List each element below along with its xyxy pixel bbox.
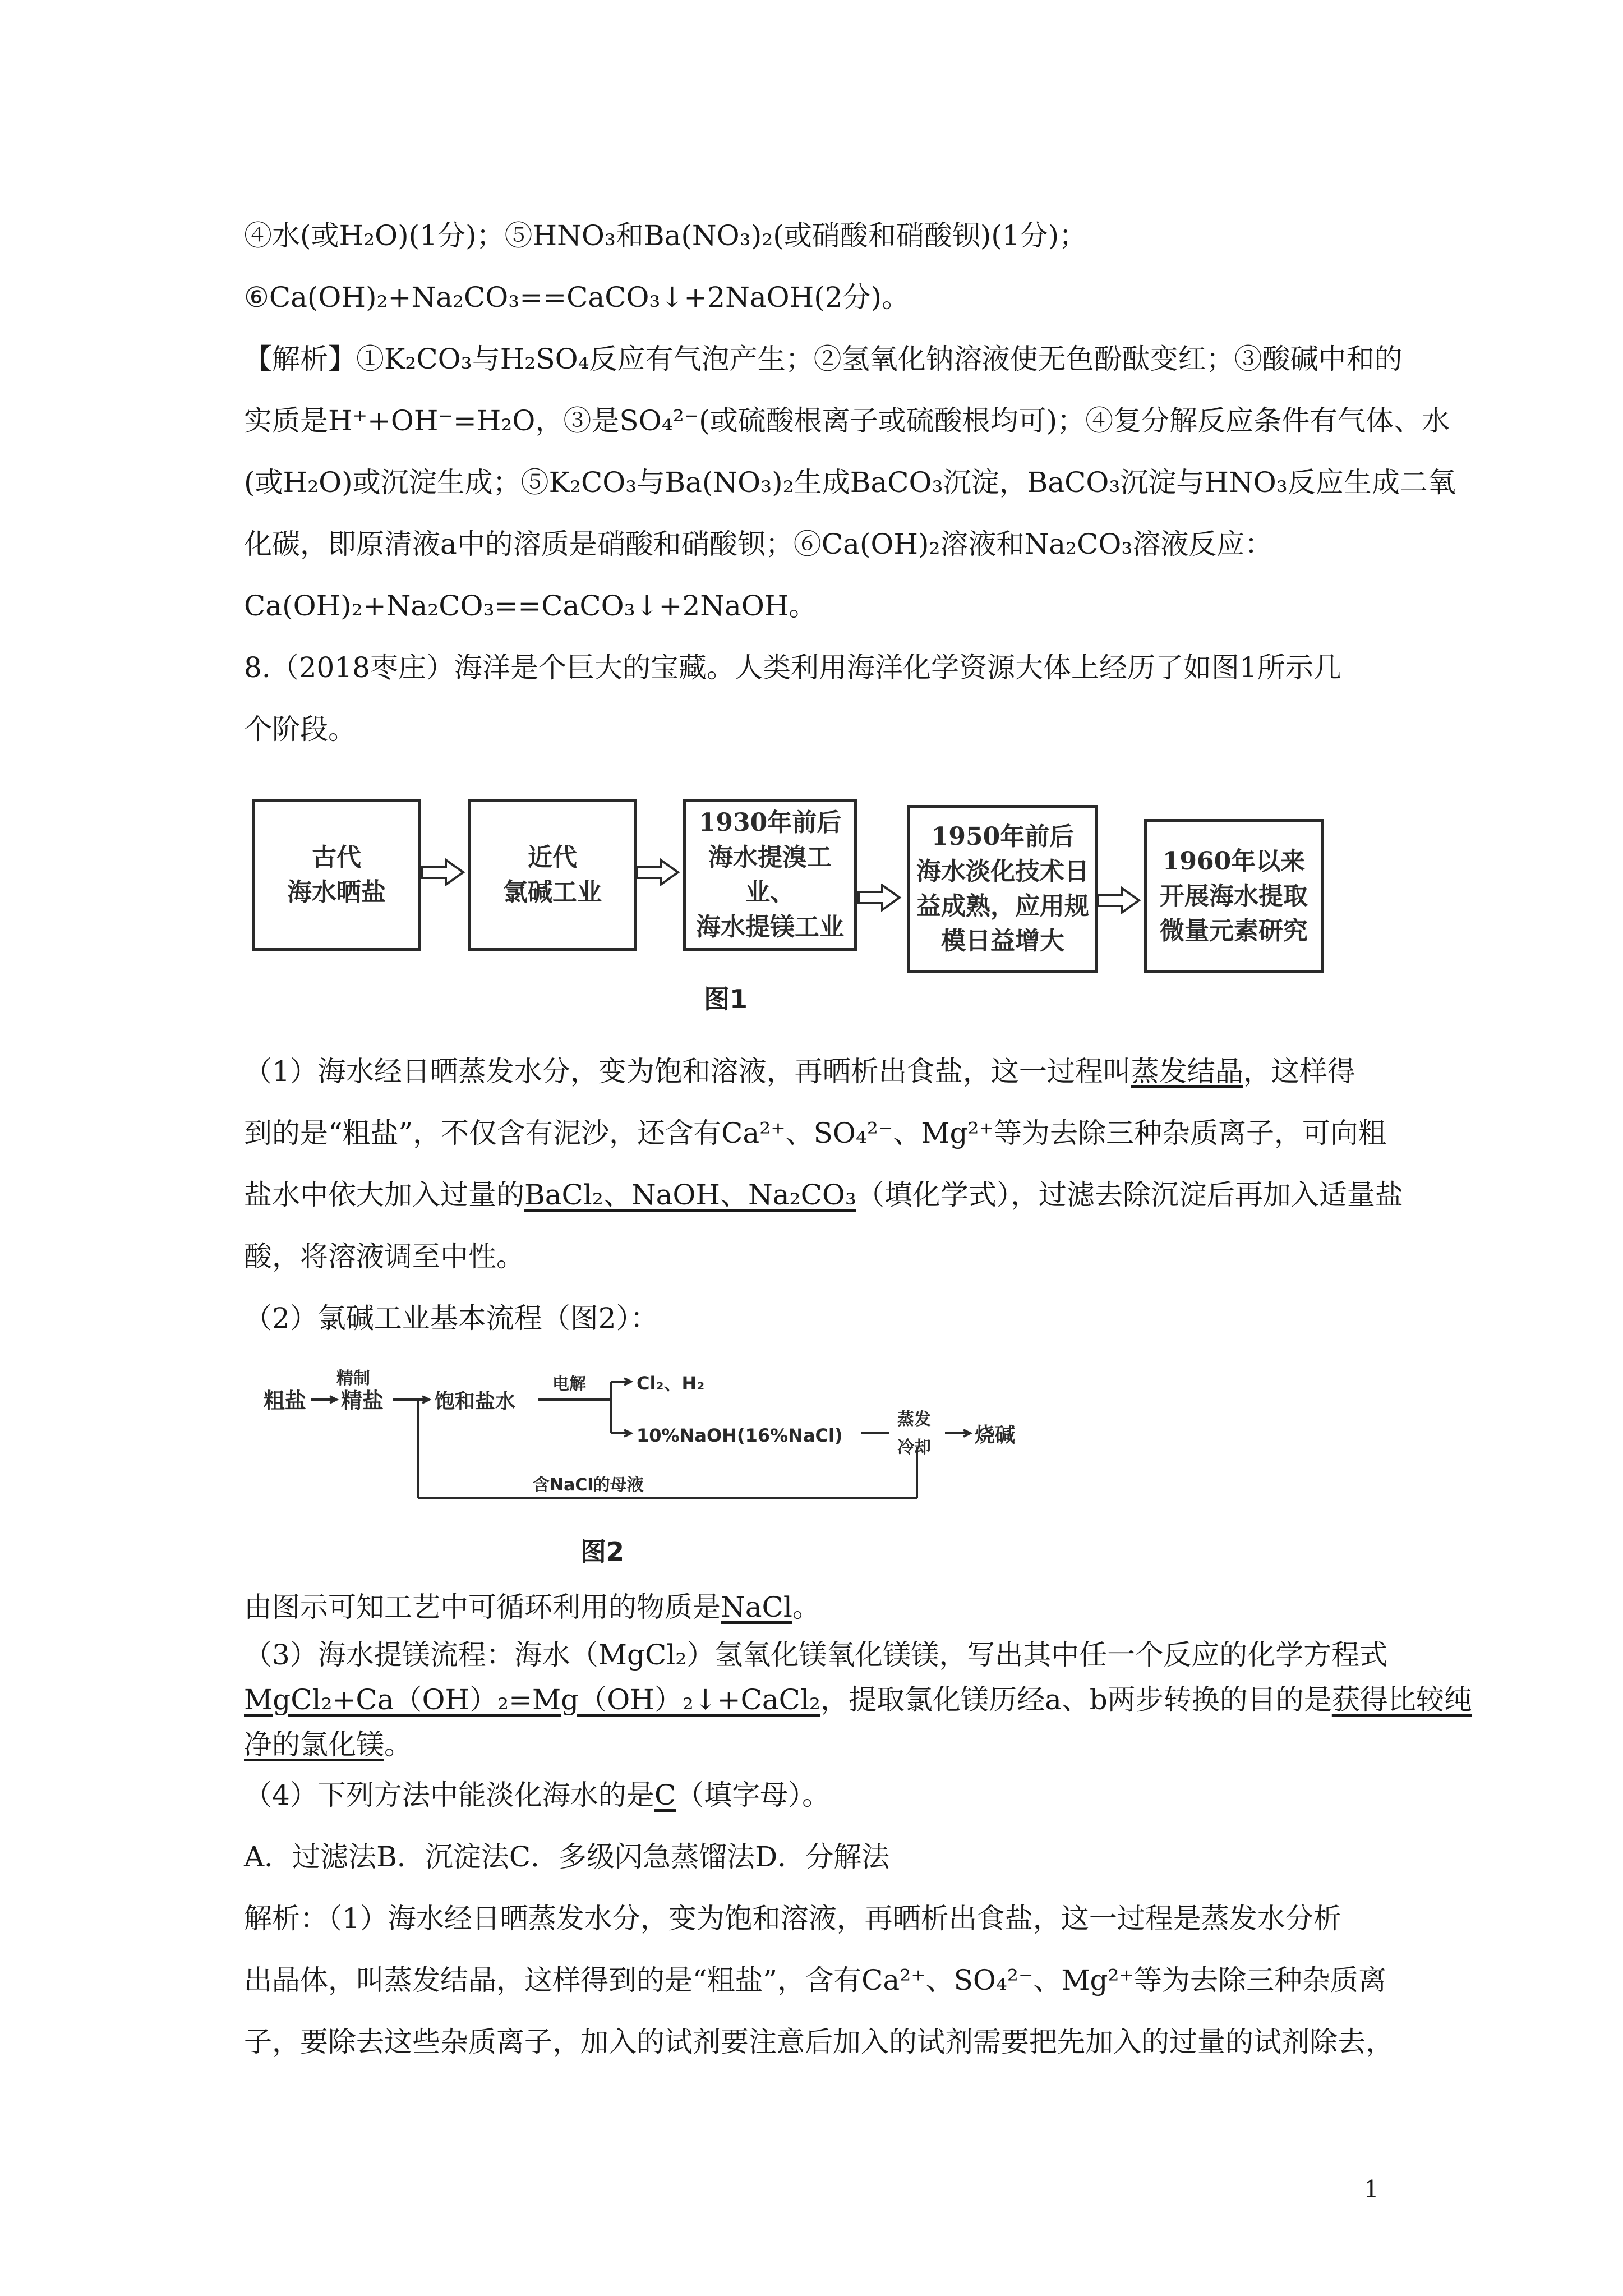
part-3-line-3	[244, 1725, 1382, 1764]
part-1-line-1	[244, 1052, 1382, 1091]
figure-2-caption: 图2	[580, 1536, 625, 1567]
text-span: （4）下列方法中能淡化海水的是	[244, 1779, 654, 1811]
part-2-answer-line	[244, 1588, 1382, 1627]
electrolysis-label: 电解	[552, 1374, 586, 1394]
caustic-soda-label: 烧碱	[975, 1424, 1016, 1447]
flow-box-1950	[907, 805, 1098, 973]
answer-underline: C	[654, 1779, 676, 1811]
flow-arrow-icon	[1096, 886, 1141, 914]
part-4-line	[244, 1775, 1382, 1815]
figure-1-caption: 图1	[704, 984, 748, 1014]
answer-line-1: ④水(或H₂O)(1分)；⑤HNO₃和Ba(NO₃)₂(或硝酸和硝酸钡)(1分)；	[244, 219, 1087, 252]
text-span: 由图示可知工艺中可循环利用的物质是	[244, 1591, 721, 1623]
crude-salt-label: 粗盐	[264, 1388, 307, 1413]
refined-salt-label: 精盐	[341, 1388, 384, 1413]
naoh-solution-label: 10%NaOH(16%NaCl)	[637, 1425, 843, 1446]
question-8-line-1: 8.（2018枣庄）海洋是个巨大的宝藏。人类利用海洋化学资源大体上经历了如图1所示几	[244, 651, 1341, 684]
part-3-line-1: （3）海水提镁流程：海水（MgCl₂）氢氧化镁氧化镁镁，写出其中任一个反应的化学方程式	[244, 1639, 1388, 1671]
analysis-line-3: (或H₂O)或沉淀生成；⑤K₂CO₃与Ba(NO₃)₂生成BaCO₃沉淀，BaCO₃沉淀与HNO₃反应生成二氧	[244, 466, 1456, 499]
part-3-line-2	[244, 1680, 1472, 1719]
flow-arrow-icon	[857, 884, 902, 912]
page-number: 1	[1364, 2175, 1379, 2203]
flow-box-text: 海水提镁工业	[696, 913, 844, 941]
part-2-line-1: （2）氯碱工业基本流程（图2）：	[244, 1302, 658, 1335]
text-span: ，这样得	[1243, 1055, 1355, 1088]
flow-box-text: 1960年以来	[1162, 846, 1306, 876]
part-4-options: A．过滤法B．沉淀法C．多级闪急蒸馏法D．分解法	[244, 1841, 890, 1873]
flow-box-text: 海水提溴工业、	[708, 843, 832, 907]
question-8-line-2: 个阶段。	[244, 713, 356, 746]
answer-underline: MgCl₂+Ca（OH）₂=Mg（OH）₂↓+CaCl₂	[244, 1683, 820, 1716]
answer-underline: NaCl	[721, 1591, 792, 1623]
figure-2	[264, 1366, 1077, 1551]
analysis-2-line-3: 子，要除去这些杂质离子，加入的试剂要注意后加入的试剂需要把先加入的过量的试剂除去，	[244, 2026, 1394, 2058]
flow-arrow-icon	[635, 858, 680, 886]
flow-box-text: 海水淡化技术日	[916, 857, 1089, 886]
flow-box-1960	[1144, 819, 1324, 973]
gas-products-label: Cl₂、H₂	[637, 1373, 705, 1394]
text-span: 。	[792, 1591, 820, 1623]
flow-box-text: 开展海水提取	[1160, 881, 1308, 910]
flow-box-text: 近代	[528, 843, 577, 872]
refine-label: 精制	[336, 1369, 370, 1388]
part-1-line-2: 到的是“粗盐”，不仅含有泥沙，还含有Ca²⁺、SO₄²⁻、Mg²⁺等为去除三种杂质离子，可向粗	[244, 1117, 1386, 1149]
part-1-line-3	[244, 1175, 1403, 1214]
answer-underline: 蒸发结晶	[1131, 1055, 1243, 1088]
flow-box-1930	[683, 799, 857, 951]
flow-box-text: 1950年前后	[931, 822, 1075, 851]
text-span: ，提取氯化镁历经a、b两步转换的目的是	[820, 1683, 1332, 1716]
cool-label: 冷却	[897, 1438, 931, 1457]
evaporate-label: 蒸发	[897, 1410, 931, 1429]
analysis-line-1: 【解析】①K₂CO₃与H₂SO₄反应有气泡产生；②氢氧化钠溶液使无色酚酞变红；③酸碱中和的	[244, 343, 1403, 375]
flow-box-text: 微量元素研究	[1160, 916, 1308, 945]
flow-box-text: 氯碱工业	[503, 878, 602, 907]
answer-line-2: ⑥Ca(OH)₂+Na₂CO₃==CaCO₃↓+2NaOH(2分)。	[244, 281, 910, 314]
flow-box-text: 模日益增大	[941, 927, 1064, 955]
flow-box-text: 海水晒盐	[287, 878, 386, 907]
flow-arrow-icon	[421, 858, 465, 886]
flow-box-ancient	[252, 799, 421, 951]
analysis-line-4: 化碳，即原清液a中的溶质是硝酸和硝酸钡；⑥Ca(OH)₂溶液和Na₂CO₃溶液反应：	[244, 528, 1273, 560]
flow-box-text: 益成熟，应用规	[916, 892, 1089, 921]
analysis-line-5: Ca(OH)₂+Na₂CO₃==CaCO₃↓+2NaOH。	[244, 590, 817, 622]
analysis-line-2: 实质是H⁺+OH⁻=H₂O，③是SO₄²⁻(或硫酸根离子或硫酸根均可)；④复分解反应条件有气体、水	[244, 404, 1450, 437]
flow-box-text: 古代	[312, 843, 361, 872]
answer-underline: BaCl₂、NaOH、Na₂CO₃	[524, 1179, 856, 1211]
mother-liquor-label: 含NaCl的母液	[533, 1475, 644, 1495]
part-1-line-4: 酸，将溶液调至中性。	[244, 1240, 524, 1273]
answer-underline: 获得比较纯	[1331, 1683, 1472, 1716]
text-span: 。	[384, 1728, 412, 1761]
text-span: （填字母）。	[676, 1779, 831, 1811]
saturated-brine-label: 饱和盐水	[435, 1390, 516, 1413]
text-span: 盐水中依大加入过量的	[244, 1179, 524, 1211]
analysis-2-line-2: 出晶体，叫蒸发结晶，这样得到的是“粗盐”，含有Ca²⁺、SO₄²⁻、Mg²⁺等为去除三种杂质离	[244, 1964, 1386, 1996]
analysis-2-line-1: 解析：（1）海水经日晒蒸发水分，变为饱和溶液，再晒析出食盐，这一过程是蒸发水分析	[244, 1902, 1341, 1935]
flow-box-modern	[468, 799, 637, 951]
text-span: （填化学式），过滤去除沉淀后再加入适量盐	[856, 1179, 1403, 1211]
flow-box-text: 1930年前后	[698, 808, 842, 837]
answer-underline: 净的氯化镁	[244, 1728, 384, 1761]
text-span: （1）海水经日晒蒸发水分，变为饱和溶液，再晒析出食盐，这一过程叫	[244, 1055, 1131, 1088]
